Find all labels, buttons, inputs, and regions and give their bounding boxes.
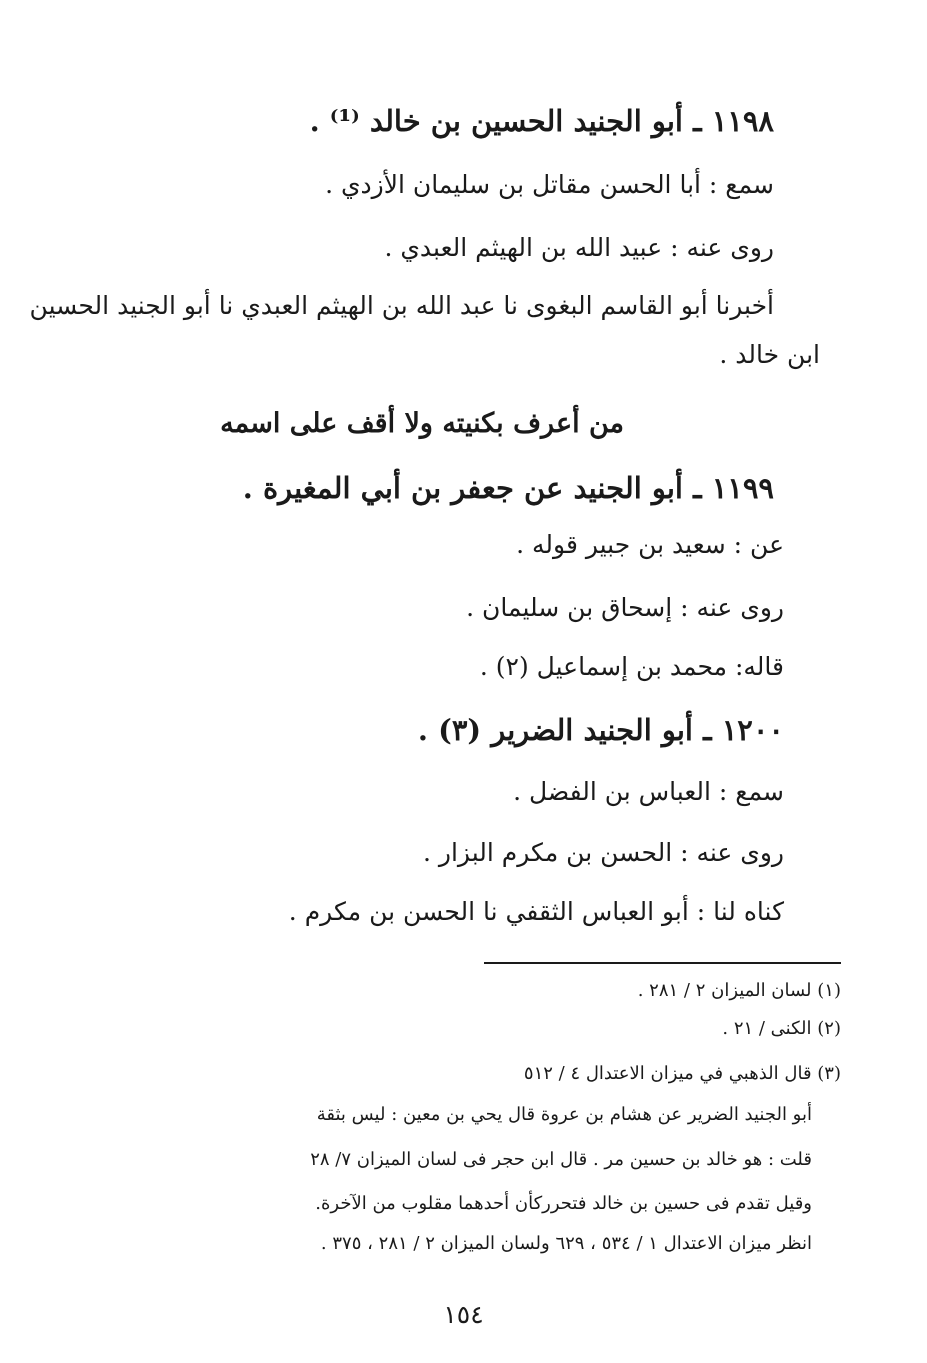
footnote-1: (١) لسان الميزان ٢ / ٢٨١ .	[637, 980, 841, 1001]
entry-1198-isnad-line-2: ابن خالد .	[719, 340, 820, 369]
footnote-3-line-4: وقيل تقدم فى حسين بن خالد فتحرركأن أحدهما مقلوب من الآخرة.	[315, 1193, 812, 1214]
footnote-3-line-3: قلت : هو خالد بن حسين مر . قال ابن حجر فى لسان الميزان ٧/ ٢٨	[310, 1149, 812, 1170]
entry-1200-narrated-by: روى عنه : الحسن بن مكرم البزار .	[423, 838, 784, 867]
entry-1198-heard-from: سمع : أبا الحسن مقاتل بن سليمان الأزدي .	[325, 170, 774, 199]
footnote-3-line-2: أبو الجنيد الضرير عن هشام بن عروة قال يحي بن معين : ليس بثقة	[316, 1104, 812, 1125]
entry-1199-said-by: قاله: محمد بن إسماعيل (٢) .	[479, 652, 784, 681]
section-heading: من أعرف بكنيته ولا أقف على اسمه	[220, 408, 624, 439]
entry-1200-title: ١٢٠٠ ـ أبو الجنيد الضرير (٣) .	[417, 713, 784, 747]
entry-1199-title: ١١٩٩ ـ أبو الجنيد عن جعفر بن أبي المغيرة .	[242, 471, 774, 505]
page-number: ١٥٤	[443, 1300, 484, 1329]
entry-1198-title: ١١٩٨ ـ أبو الجنيد الحسين بن خالد ⁽¹⁾ .	[309, 104, 774, 138]
entry-1199-from: عن : سعيد بن جبير قوله .	[516, 530, 784, 559]
entry-1198-narrated-by: روى عنه : عبيد الله بن الهيثم العبدي .	[384, 233, 774, 262]
entry-1200-kunya-source: كناه لنا : أبو العباس الثقفي نا الحسن بن مكرم .	[288, 897, 784, 926]
footnote-2: (٢) الكنى / ٢١ .	[722, 1018, 841, 1039]
footnote-separator	[484, 962, 841, 964]
footnote-3-line-5: انظر ميزان الاعتدال ١ / ٥٣٤ ، ٦٢٩ ولسان الميزان ٢ / ٢٨١ ، ٣٧٥ .	[320, 1233, 812, 1254]
entry-1199-narrated-by: روى عنه : إسحاق بن سليمان .	[466, 593, 784, 622]
entry-1198-isnad-line-1: أخبرنا أبو القاسم البغوى نا عبد الله بن الهيثم العبدي نا أبو الجنيد الحسين	[29, 291, 774, 320]
entry-1200-heard-from: سمع : العباس بن الفضل .	[513, 777, 784, 806]
footnote-3: (٣) قال الذهبي في ميزان الاعتدال ٤ / ٥١٢	[523, 1063, 841, 1084]
